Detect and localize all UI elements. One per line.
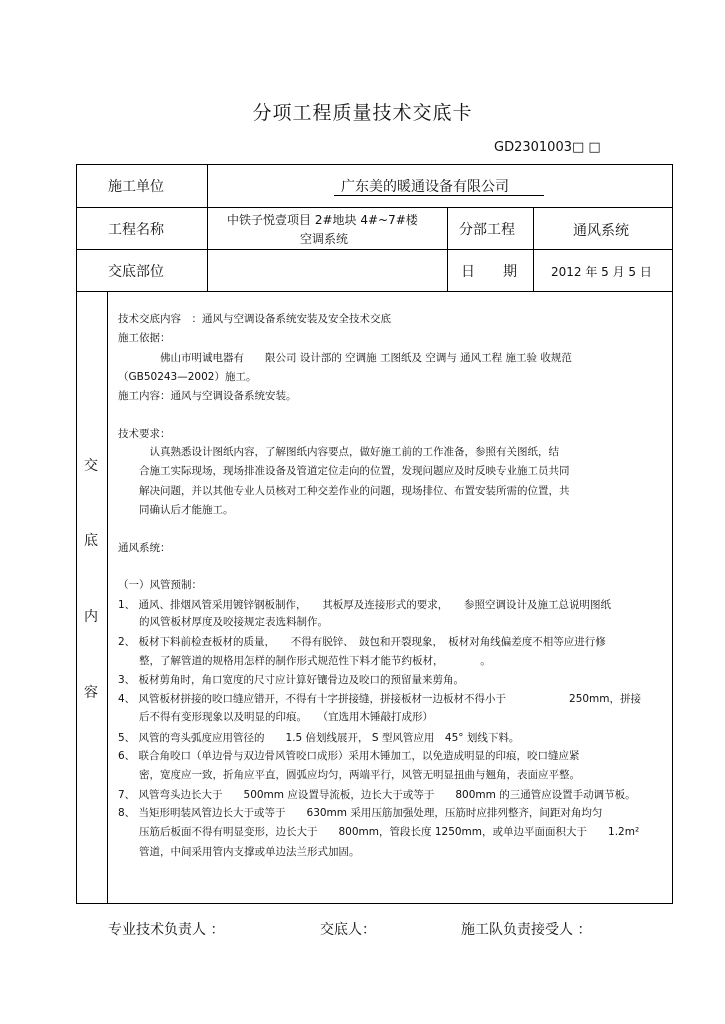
content-line: 施工内容：通风与空调设备系统安装。 xyxy=(118,390,297,402)
table-bottom-border xyxy=(76,903,673,904)
unit-value: 广东美的暖通设备有限公司 xyxy=(341,179,509,195)
table-left-border xyxy=(76,164,77,904)
project-value-line2: 空调系统 xyxy=(300,232,349,246)
sub-project-value: 通风系统 xyxy=(573,223,629,239)
col-divider xyxy=(447,207,448,292)
content-line: 管道，中间采用管内支撑或单边法兰形式加固。 xyxy=(118,846,360,858)
page-title: 分项工程质量技术交底卡 xyxy=(252,102,473,124)
handover-person-label: 交底人： xyxy=(320,922,376,938)
row-divider xyxy=(76,291,673,292)
content-line: 后不得有变形现象以及明显的印痕。 （宜选用木锤敲打成形） xyxy=(118,711,433,723)
row-divider xyxy=(76,249,673,250)
content-line: 的风管板材厚度及咬接规定表选料制作。 xyxy=(118,616,328,628)
side-label-char: 底 xyxy=(84,533,98,549)
content-line: 6、 联合角咬口（单边骨与双边骨风管咬口成形）采用木锤加工，以免造成明显的印痕，咬口缝应紧 xyxy=(118,750,580,762)
document-number: GD2301003□ □ xyxy=(494,140,601,155)
unit-value-underline xyxy=(334,195,544,196)
content-line: 密，宽度应一致，折角应平直，圆弧应均匀，两端平行，风管无明显扭曲与翘角，表面应平整。 xyxy=(118,769,580,781)
part-label: 交底部位 xyxy=(108,264,164,280)
project-value-line1: 中铁子悦壹项目 2#地块 4#~7#楼 xyxy=(227,213,418,227)
team-lead-signature-label: 施工队负责接受人 ： xyxy=(461,922,592,938)
content-line: （一）风管预制： xyxy=(118,579,202,591)
row-divider xyxy=(76,207,673,208)
content-line: 同确认后才能施工。 xyxy=(118,504,234,516)
date-value: 2012 年 5 月 5 日 xyxy=(551,265,652,279)
content-line: 3、 板材剪角时，角口宽度的尺寸应计算好镶骨边及咬口的预留量来剪角。 xyxy=(118,674,465,686)
content-line: 解决问题，并以其他专业人员核对工种交差作业的问题，现场排位、布置安装所需的位置，共 xyxy=(118,485,570,497)
col-divider xyxy=(533,207,534,292)
date-label: 日 期 xyxy=(461,264,517,280)
sub-project-label: 分部工程 xyxy=(459,222,515,238)
content-line: 4、 风管板材拼接的咬口缝应错开，不得有十字拼接缝，拼接板材一边板材不得小于 250mm，拼接 xyxy=(118,693,642,705)
table-right-border xyxy=(672,164,673,904)
content-line: 整，了解管道的规格用怎样的制作形式规范性下料才能节约板材， 。 xyxy=(118,655,491,667)
side-label-char: 内 xyxy=(84,609,98,625)
content-line: 7、 风管弯头边长大于 500mm 应设置导流板，边长大于或等于 800mm 的三通管应设置手动调节板。 xyxy=(118,789,636,801)
unit-label: 施工单位 xyxy=(108,179,164,195)
content-line: 压筋后板面不得有明显变形，边长大于 800mm，管段长度 1250mm，或单边平面面积大于 1.2m² xyxy=(118,826,640,838)
side-col-divider xyxy=(107,292,108,903)
tech-lead-signature-label: 专业技术负责人 ： xyxy=(108,922,225,938)
content-line: 佛山市明诚电器有 限公司 设计部的 空调施 工图纸及 空调与 通风工程 施工验 收规范 xyxy=(118,352,572,364)
project-label: 工程名称 xyxy=(108,222,164,238)
side-label-char: 容 xyxy=(84,685,98,701)
content-line: 施工依据： xyxy=(118,332,171,344)
content-line: 1、 通风、排烟风管采用镀锌钢板制作， 其板厚及连接形式的要求， 参照空调设计及施工总说明图纸 xyxy=(118,599,612,611)
content-line: 合施工实际现场，现场排准设备及管道定位走向的位置，发现问题应及时反映专业施工员共同 xyxy=(118,465,570,477)
content-line: 5、 风管的弯头弧度应用管径的 1.5 倍划线展开， S 型风管应用 45° 划线下料。 xyxy=(118,732,520,744)
content-line: 技术要求： xyxy=(118,428,171,440)
content-line: 通风系统： xyxy=(118,542,171,554)
content-line: 8、 当矩形明装风管边长大于或等于 630mm 采用压筋加强处理，压筋时应排列整齐，间距对角均匀 xyxy=(118,807,603,819)
table-top-border xyxy=(76,164,673,165)
content-line: （GB50243—2002）施工。 xyxy=(118,371,257,383)
content-line: 技术交底内容 ：通风与空调设备系统安装及安全技术交底 xyxy=(118,313,391,325)
content-line: 2、 板材下料前检查板材的质量， 不得有脱锌、 鼓包和开裂现象， 板材对角线偏差度不相等应进行修 xyxy=(118,636,606,648)
side-label-char: 交 xyxy=(84,458,98,474)
content-line: 认真熟悉设计图纸内容，了解图纸内容要点，做好施工前的工作准备，参照有关图纸，结 xyxy=(118,446,559,458)
col-divider xyxy=(207,164,208,292)
